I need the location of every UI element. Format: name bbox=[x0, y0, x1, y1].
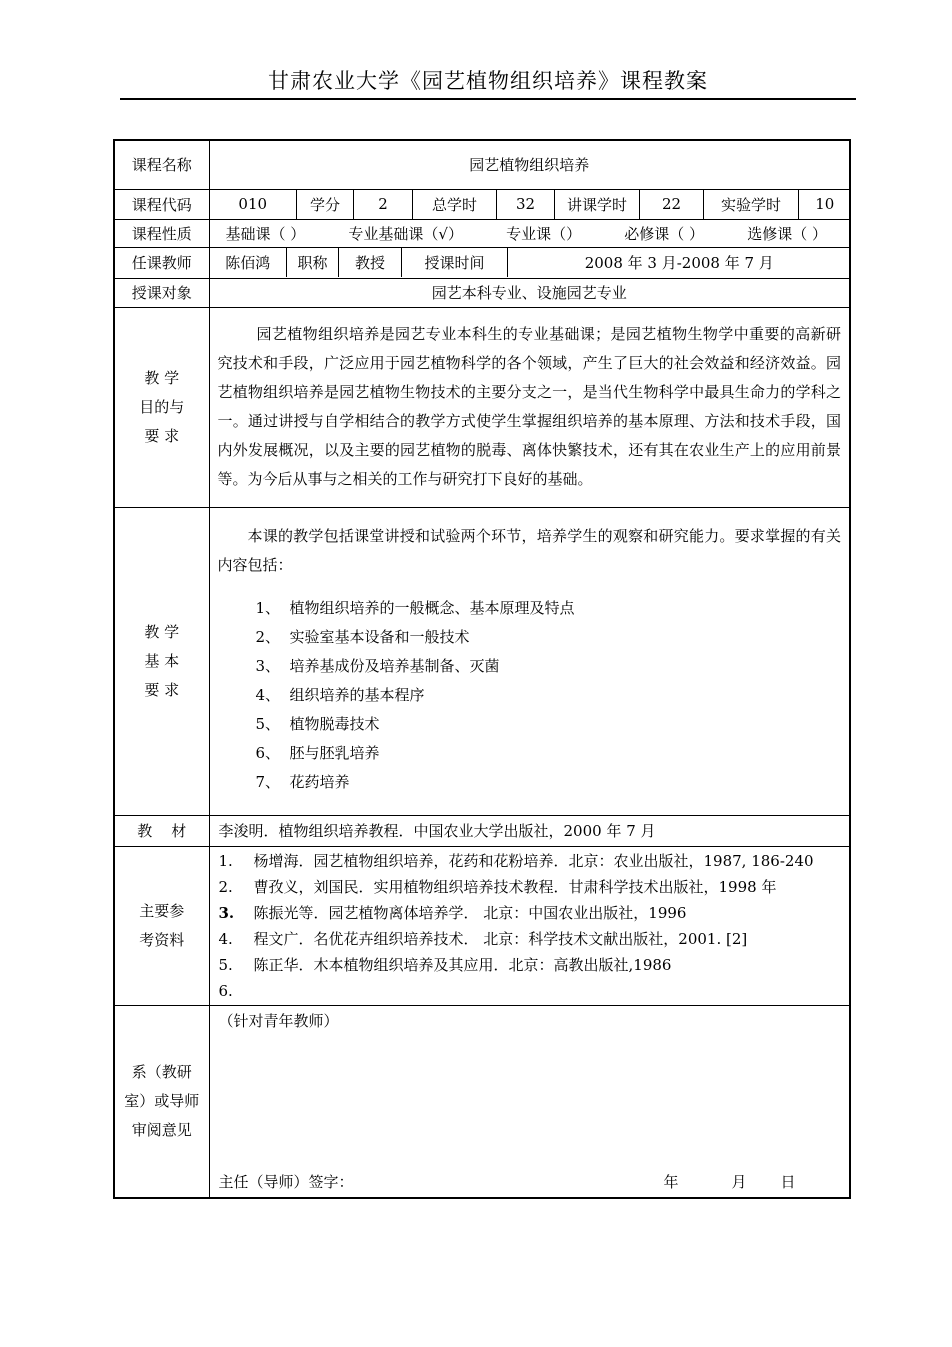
review-note: （针对青年教师） bbox=[218, 1011, 339, 1030]
course-code-row bbox=[209, 189, 850, 219]
list-item: 6. bbox=[218, 981, 233, 1000]
list-item: 2、 实验室基本设备和一般技术 bbox=[255, 627, 470, 646]
references-list bbox=[210, 848, 850, 1004]
teaching-time-label: 授课时间 bbox=[402, 248, 508, 277]
list-item: 1. 杨增海．园艺植物组织培养，花药和花粉培养．北京：农业出版社，1987, 186-240 bbox=[218, 851, 814, 870]
course-nature-label: 课程性质 bbox=[114, 219, 209, 247]
audience-label: 授课对象 bbox=[114, 278, 209, 307]
audience-value: 园艺本科专业、设施园艺专业 bbox=[209, 278, 850, 307]
objectives-label bbox=[114, 307, 209, 507]
credit-value: 2 bbox=[354, 190, 413, 219]
lab-hours-label: 实验学时 bbox=[704, 190, 799, 219]
references-label bbox=[114, 846, 209, 1005]
teacher-value: 陈佰鸿 bbox=[225, 254, 271, 272]
references-label-line-1: 主要参 bbox=[139, 901, 185, 920]
review-signature-line bbox=[219, 1171, 841, 1193]
course-name-value: 园艺植物组织培养 bbox=[209, 140, 850, 189]
nature-option-professional: 专业课（） bbox=[506, 224, 582, 243]
nature-option-required: 必修课（ ） bbox=[624, 224, 705, 243]
teacher-row bbox=[209, 247, 850, 278]
total-hours-value: 32 bbox=[497, 190, 555, 219]
nature-option-basic: 基础课（ ） bbox=[225, 224, 306, 243]
list-item: 3. 陈振光等．园艺植物离体培养学． 北京：中国农业出版社，1996 bbox=[218, 903, 687, 922]
objectives-label-line-1: 教 学 bbox=[144, 368, 180, 387]
list-item: 2. 曹孜义，刘国民．实用植物组织培养技术教程．甘肃科学技术出版社，1998 年 bbox=[218, 877, 777, 896]
review-label-line-3: 审阅意见 bbox=[131, 1120, 192, 1139]
list-item: 5. 陈正华．木本植物组织培养及其应用．北京：高教出版社,1986 bbox=[218, 955, 672, 974]
signature-date-year: 年 bbox=[663, 1173, 679, 1191]
signature-label: 主任（导师）签字： bbox=[218, 1173, 354, 1191]
course-code-value: 010 bbox=[238, 195, 268, 213]
signature-date-month: 月 bbox=[731, 1173, 747, 1191]
total-hours-label: 总学时 bbox=[413, 190, 497, 219]
list-item: 4. 程文广．名优花卉组织培养技术． 北京：科学技术文献出版社，2001. [2] bbox=[218, 929, 748, 948]
course-code-label: 课程代码 bbox=[114, 189, 209, 219]
credit-label: 学分 bbox=[297, 190, 354, 219]
page-header-title: 甘肃农业大学《园艺植物组织培养》课程教案 bbox=[120, 64, 856, 100]
list-item: 5、 植物脱毒技术 bbox=[255, 714, 380, 733]
teacher-title-label: 职称 bbox=[287, 248, 339, 277]
teacher-title-value: 教授 bbox=[339, 248, 402, 277]
list-item: 7、 花药培养 bbox=[255, 772, 350, 791]
requirements-cell bbox=[209, 507, 850, 815]
review-label bbox=[114, 1005, 209, 1198]
requirements-label-line-2: 基 本 bbox=[144, 651, 180, 670]
course-nature-options bbox=[209, 219, 850, 247]
references-label-line-2: 考资料 bbox=[139, 930, 185, 949]
signature-date-day: 日 bbox=[780, 1173, 796, 1191]
lab-hours-value: 10 bbox=[799, 190, 851, 219]
list-item: 4、 组织培养的基本程序 bbox=[255, 685, 425, 704]
objectives-cell bbox=[209, 307, 850, 507]
nature-option-professional-basic: 专业基础课（√） bbox=[348, 224, 463, 243]
list-item: 6、 胚与胚乳培养 bbox=[255, 743, 380, 762]
objectives-text: 园艺植物组织培养是园艺专业本科生的专业基础课；是园艺植物生物学中重要的高新研究技术和手段，广泛应用于园艺植物科学的各个领域，产生了巨大的社会效益和经济效益。园艺植物组织培养是园艺植物生物技术的主要分支之一，是当代生物科学中最具生命力的学科之一。通过讲授与自学相结合的教学方式使学生掌握组织培养的基本原理、方法和技术手段，国内外发展概况，以及主要的园艺植物的脱毒、离体快繁技术，还有其在农业生产上的应用前景等。为今后从事与之相关的工作与研究打下良好的基础。 bbox=[217, 325, 841, 488]
list-item: 3、 培养基成份及培养基制备、灭菌 bbox=[255, 656, 500, 675]
review-label-line-1: 系（教研 bbox=[131, 1062, 192, 1081]
references-cell bbox=[209, 846, 850, 1005]
objectives-label-line-3: 要 求 bbox=[144, 426, 180, 445]
review-label-line-2: 室）或导师 bbox=[124, 1091, 200, 1110]
teaching-time-value: 2008 年 3 月-2008 年 7 月 bbox=[508, 248, 851, 277]
requirements-label bbox=[114, 507, 209, 815]
requirements-label-line-3: 要 求 bbox=[144, 680, 180, 699]
textbook-label: 教 材 bbox=[114, 815, 209, 846]
list-item: 1、 植物组织培养的一般概念、基本原理及特点 bbox=[255, 598, 575, 617]
teacher-label: 任课教师 bbox=[114, 247, 209, 278]
objectives-label-line-2: 目的与 bbox=[139, 397, 185, 416]
textbook-value: 李浚明．植物组织培养教程．中国农业大学出版社，2000 年 7 月 bbox=[209, 815, 850, 846]
requirements-label-line-1: 教 学 bbox=[144, 622, 180, 641]
lecture-hours-label: 讲课学时 bbox=[555, 190, 640, 219]
lecture-hours-value: 22 bbox=[640, 190, 704, 219]
requirements-intro: 本课的教学包括课堂讲授和试验两个环节，培养学生的观察和研究能力。要求掌握的有关内容包括： bbox=[217, 526, 841, 574]
nature-option-elective: 选修课（ ） bbox=[747, 224, 827, 243]
review-cell bbox=[209, 1005, 850, 1198]
requirements-list bbox=[210, 594, 850, 797]
course-name-label: 课程名称 bbox=[114, 140, 209, 189]
course-plan-table bbox=[113, 139, 851, 1199]
